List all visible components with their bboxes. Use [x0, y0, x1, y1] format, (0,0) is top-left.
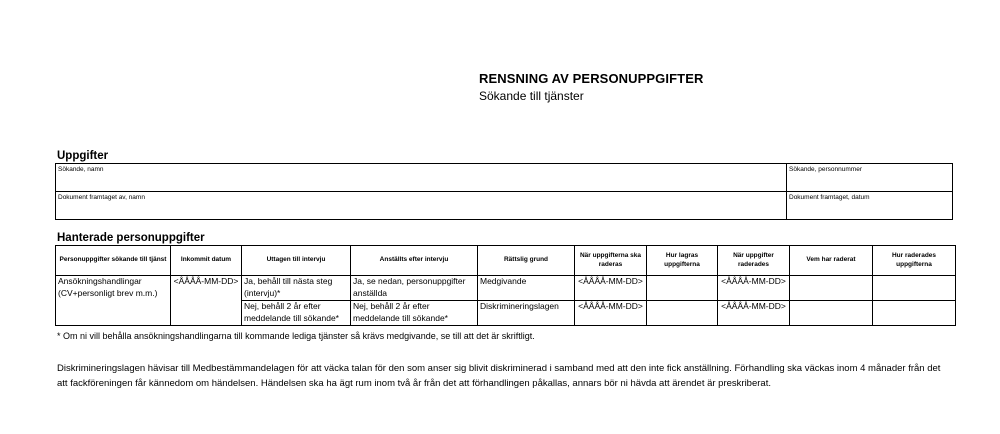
deleted-date-cell[interactable]: <ÅÅÅÅ-MM-DD> — [718, 276, 790, 301]
deleted-how-cell[interactable] — [873, 301, 956, 326]
applicant-id-field[interactable]: Sökande, personnummer — [787, 164, 953, 192]
deleted-how-cell[interactable] — [873, 276, 956, 301]
column-header: När uppgifter raderades — [718, 246, 790, 276]
column-header: Hur raderades uppgifterna — [873, 246, 956, 276]
storage-cell[interactable] — [647, 276, 718, 301]
uppgifter-table — [55, 163, 953, 220]
deleted-by-cell[interactable] — [790, 276, 873, 301]
column-header: Anställts efter intervju — [351, 246, 478, 276]
column-header: När uppgifterna ska raderas — [575, 246, 647, 276]
deleted-date-cell[interactable]: <ÅÅÅÅ-MM-DD> — [718, 301, 790, 326]
interview-option-no[interactable]: Nej, behåll 2 år efter meddelande till sökande* — [242, 301, 351, 326]
column-header: Personuppgifter sökande till tjänst — [56, 246, 171, 276]
legal-basis-discrimination[interactable]: Diskrimineringslagen — [478, 301, 575, 326]
prepared-by-field[interactable]: Dokument framtaget av, namn — [56, 192, 787, 220]
table-row — [56, 164, 953, 192]
delete-when-cell[interactable]: <ÅÅÅÅ-MM-DD> — [575, 276, 647, 301]
storage-cell[interactable] — [647, 301, 718, 326]
column-header: Rättslig grund — [478, 246, 575, 276]
document-subtitle: Sökande till tjänster — [479, 89, 584, 103]
applicant-name-field[interactable]: Sökande, namn — [56, 164, 787, 192]
personal-data-table — [55, 245, 956, 326]
footnote: * Om ni vill behålla ansökningshandlingarna till kommande lediga tjänster så krävs medgivande, se till att det är skriftligt. — [57, 331, 535, 341]
table-row — [56, 276, 956, 301]
table-row — [56, 192, 953, 220]
prepared-date-field[interactable]: Dokument framtaget, datum — [787, 192, 953, 220]
delete-when-cell[interactable]: <ÅÅÅÅ-MM-DD> — [575, 301, 647, 326]
section-heading-hanterade: Hanterade personuppgifter — [57, 232, 205, 244]
column-header: Hur lagras uppgifterna — [647, 246, 718, 276]
hired-option-yes[interactable]: Ja, se nedan, personuppgifter anställda — [351, 276, 478, 301]
section-heading-uppgifter: Uppgifter — [57, 150, 109, 162]
interview-option-yes[interactable]: Ja, behåll till nästa steg (intervju)* — [242, 276, 351, 301]
column-header: Uttagen till intervju — [242, 246, 351, 276]
legal-basis-consent[interactable]: Medgivande — [478, 276, 575, 301]
document-title: RENSNING AV PERSONUPPGIFTER — [479, 71, 704, 86]
column-header: Vem har raderat — [790, 246, 873, 276]
personal-data-cell[interactable]: Ansökningshandlingar (CV+personligt brev m.m.) — [56, 276, 171, 326]
received-date-cell[interactable]: <ÅÅÅÅ-MM-DD> — [171, 276, 242, 326]
deleted-by-cell[interactable] — [790, 301, 873, 326]
table-header-row — [56, 246, 956, 276]
discrimination-law-paragraph: Diskrimineringslagen hävisar till Medbestämmandelagen för att väcka talan för den som anser sig blivit diskriminerad i samband med att den inte fick anställning. Förhandling ska väckas inom 4 månader från det att fackföreningen får kännedom om händelsen. Händelsen ska ha ägt rum inom två år från det att förhandlingen påkallas, annars bör ni hävda att ärendet är preskriberat. — [57, 363, 941, 389]
hired-option-no[interactable]: Nej, behåll 2 år efter meddelande till sökande* — [351, 301, 478, 326]
document-header — [479, 71, 703, 103]
column-header: Inkommit datum — [171, 246, 242, 276]
